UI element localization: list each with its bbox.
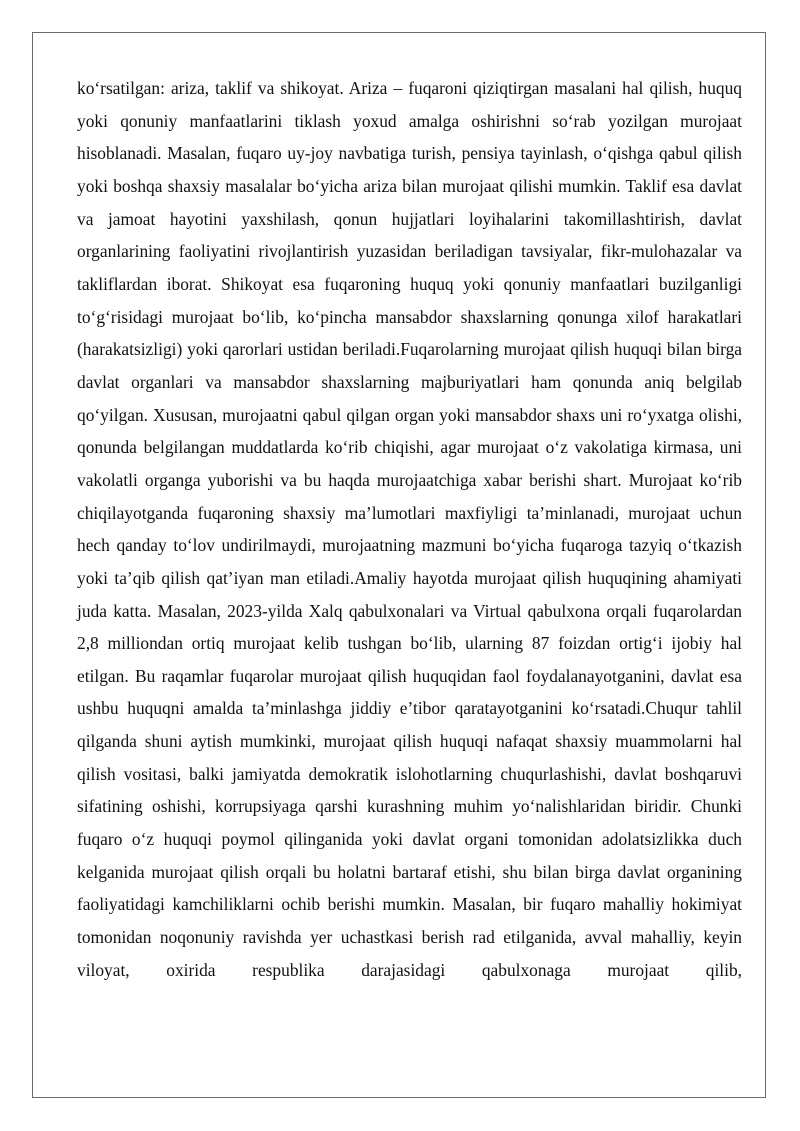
body-paragraph: ko‘rsatilgan: ariza, taklif va shikoyat. Ariza – fuqaroni qiziqtirgan masalani hal qilish, huquq yoki qonuniy manfaatlarini tiklash yoxud amalga oshirishni so‘rab yozilgan murojaat hisoblanadi. Masalan, fuqaro uy-joy navbatiga turish, pensiya tayinlash, o‘qishga qabul qilish yoki boshqa shaxsiy masalalar bo‘yicha ariza bilan murojaat qilishi mumkin. Taklif esa davlat va jamoat hayotini yaxshilash, qonun hujjatlari loyihalarini takomillashtirish, davlat organlarining faoliyatini rivojlantirish yuzasidan beriladigan tavsiyalar, fikr-mulohazalar va takliflardan iborat. Shikoyat esa fuqaroning huquq yoki qonuniy manfaatlari buzilganligi to‘g‘risidagi murojaat bo‘lib, ko‘pincha mansabdor shaxslarning qonunga xilof harakatlari (harakatsizligi) yoki qarorlari ustidan beriladi.Fuqarolarning murojaat qilish huquqi bilan birga davlat organlari va mansabdor shaxslarning majburiyatlari ham qonunda aniq belgilab qo‘yilgan. Xususan, murojaatni qabul qilgan organ yoki mansabdor shaxs uni ro‘yxatga olishi, qonunda belgilangan muddatlarda ko‘rib chiqishi, agar murojaat o‘z vakolatiga kirmasa, uni vakolatli organga yuborishi va bu haqda murojaatchiga xabar berishi shart. Murojaat ko‘rib chiqilayotganda fuqaroning shaxsiy ma’lumotlari maxfiyligi ta’minlanadi, murojaat uchun hech qanday to‘lov undirilmaydi, murojaatning mazmuni bo‘yicha fuqaroga tazyiq o‘tkazish yoki ta’qib qilish qat’iyan man etiladi.Amaliy hayotda murojaat qilish huquqining ahamiyati juda katta. Masalan, 2023-yilda Xalq qabulxonalari va Virtual qabulxona orqali fuqarolardan 2,8 milliondan ortiq murojaat kelib tushgan bo‘lib, ularning 87 foizdan ortig‘i ijobiy hal etilgan. Bu raqamlar fuqarolar murojaat qilish huquqidan faol foydalanayotganini, davlat esa ushbu huquqni amalda ta’minlashga jiddiy e’tibor qaratayotganini ko‘rsatadi.Chuqur tahlil qilganda shuni aytish mumkinki, murojaat qilish huquqi nafaqat shaxsiy muammolarni hal qilish vositasi, balki jamiyatda demokratik islohotlarning chuqurlashishi, davlat boshqaruvi sifatining oshishi, korrupsiyaga qarshi kurashning muhim yo‘nalishlaridan biridir. Chunki fuqaro o‘z huquqi poymol qilinganida yoki davlat organi tomonidan adolatsizlikka duch kelganida murojaat qilish orqali bu holatni bartaraf etishi, shu bilan birga davlat organining faoliyatidagi kamchiliklarni ochib berishi mumkin. Masalan, bir fuqaro mahalliy hokimiyat tomonidan noqonuniy ravishda yer uchastkasi berish rad etilganida, avval mahalliy, keyin viloyat, oxirida respublika darajasidagi qabulxonaga murojaat qilib,: [77, 78, 742, 980]
